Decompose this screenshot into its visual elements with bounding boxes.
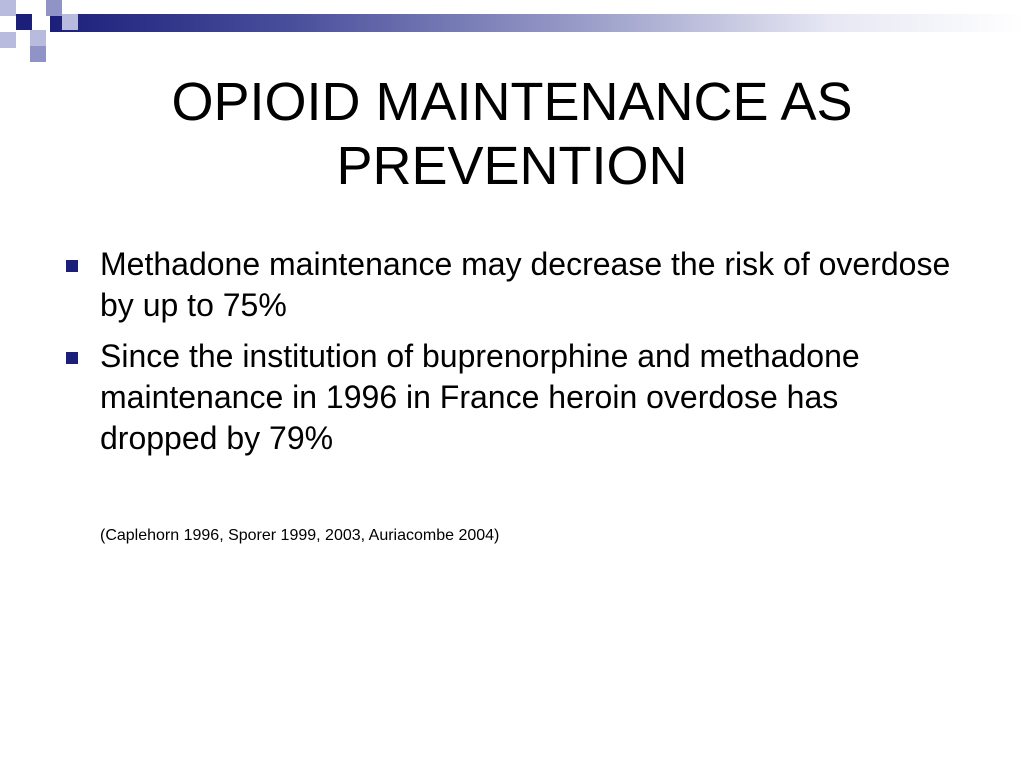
decor-square-icon (16, 14, 32, 30)
header-gradient-bar (50, 14, 1024, 32)
square-bullet-icon (66, 260, 78, 272)
decor-square-icon (62, 14, 78, 30)
bullet-text: Since the institution of buprenorphine and methadone maintenance in 1996 in France heroin overdose has dropped by 79% (100, 338, 860, 456)
bullet-list (62, 244, 962, 469)
decor-square-icon (0, 32, 16, 48)
decor-square-icon (30, 46, 46, 62)
citation: (Caplehorn 1996, Sporer 1999, 2003, Auriacombe 2004) (100, 527, 500, 544)
decor-square-icon (0, 0, 16, 16)
bullet-item (62, 244, 962, 326)
decor-square-icon (46, 0, 62, 16)
slide-title: OPIOID MAINTENANCE AS PREVENTION (171, 72, 853, 196)
square-bullet-icon (66, 352, 78, 364)
decor-square-icon (30, 30, 46, 46)
bullet-text: Methadone maintenance may decrease the risk of overdose by up to 75% (100, 246, 951, 323)
bullet-item (62, 336, 962, 459)
